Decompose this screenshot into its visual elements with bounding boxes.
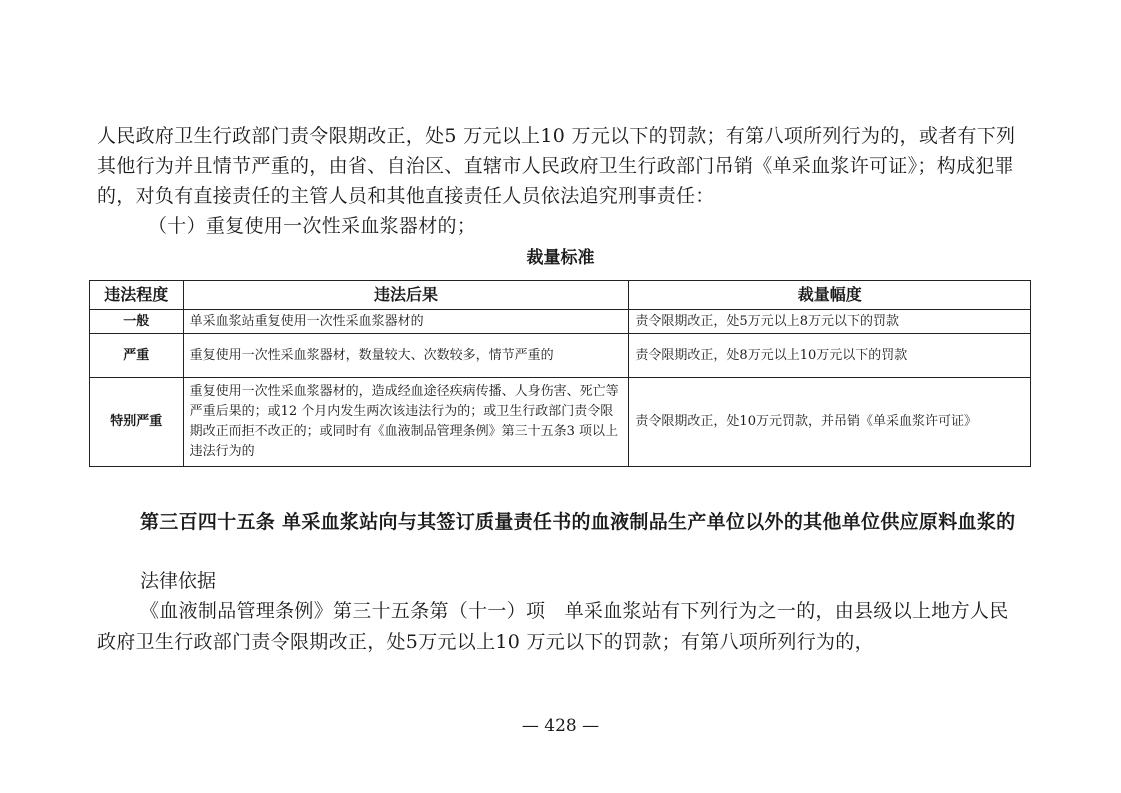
row-range: 责令限期改正，处5万元以上8万元以下的罚款	[629, 310, 1031, 334]
row-level: 一般	[90, 310, 184, 334]
page-number: — 428 —	[521, 716, 600, 736]
article-title: 第三百四十五条 单采血浆站向与其签订质量责任书的血液制品生产单位以外的其他单位供应原料血浆的	[140, 511, 1016, 533]
row-level: 特别严重	[90, 378, 184, 467]
item-line: （十）重复使用一次性采血浆器材的；	[148, 215, 477, 237]
row-consequence: 重复使用一次性采血浆器材的，造成经血途径疾病传播、人身伤害、死亡等严重后果的；或12 个月内发生两次该违法行为的；或卫生行政部门责令限期改正而拒不改正的；或同时有《血液制品管理条例》第三十五条3 项以上违法行为的	[183, 378, 629, 467]
table-row	[90, 378, 1031, 467]
table-title: 裁量标准	[526, 248, 595, 268]
header-range: 裁量幅度	[629, 281, 1031, 310]
row-level: 严重	[90, 334, 184, 378]
row-consequence: 重复使用一次性采血浆器材，数量较大、次数较多，情节严重的	[183, 334, 629, 378]
table-header-row	[90, 281, 1031, 310]
header-consequence: 违法后果	[183, 281, 629, 310]
discretion-standard-table	[89, 280, 1031, 467]
top-paragraph: 人民政府卫生行政部门责令限期改正，处5 万元以上10 万元以下的罚款；有第八项所列行为的，或者有下列其他行为并且情节严重的，由省、自治区、直辖市人民政府卫生行政部门吊销《单采血浆许可证》；构成犯罪的，对负有直接责任的主管人员和其他直接责任人员依法追究刑事责任：	[97, 125, 1016, 207]
table-row	[90, 334, 1031, 378]
table-row	[90, 310, 1031, 334]
row-consequence: 单采血浆站重复使用一次性采血浆器材的	[183, 310, 629, 334]
row-range: 责令限期改正，处10万元罚款，并吊销《单采血浆许可证》	[629, 378, 1031, 467]
header-level: 违法程度	[90, 281, 184, 310]
row-range: 责令限期改正，处8万元以上10万元以下的罚款	[629, 334, 1031, 378]
legal-basis-label: 法律依据	[140, 570, 217, 592]
legal-basis-text: 《血液制品管理条例》第三十五条第（十一）项 单采血浆站有下列行为之一的，由县级以上地方人民政府卫生行政部门责令限期改正，处5万元以上10 万元以下的罚款；有第八项所列行为的，	[97, 600, 1009, 653]
